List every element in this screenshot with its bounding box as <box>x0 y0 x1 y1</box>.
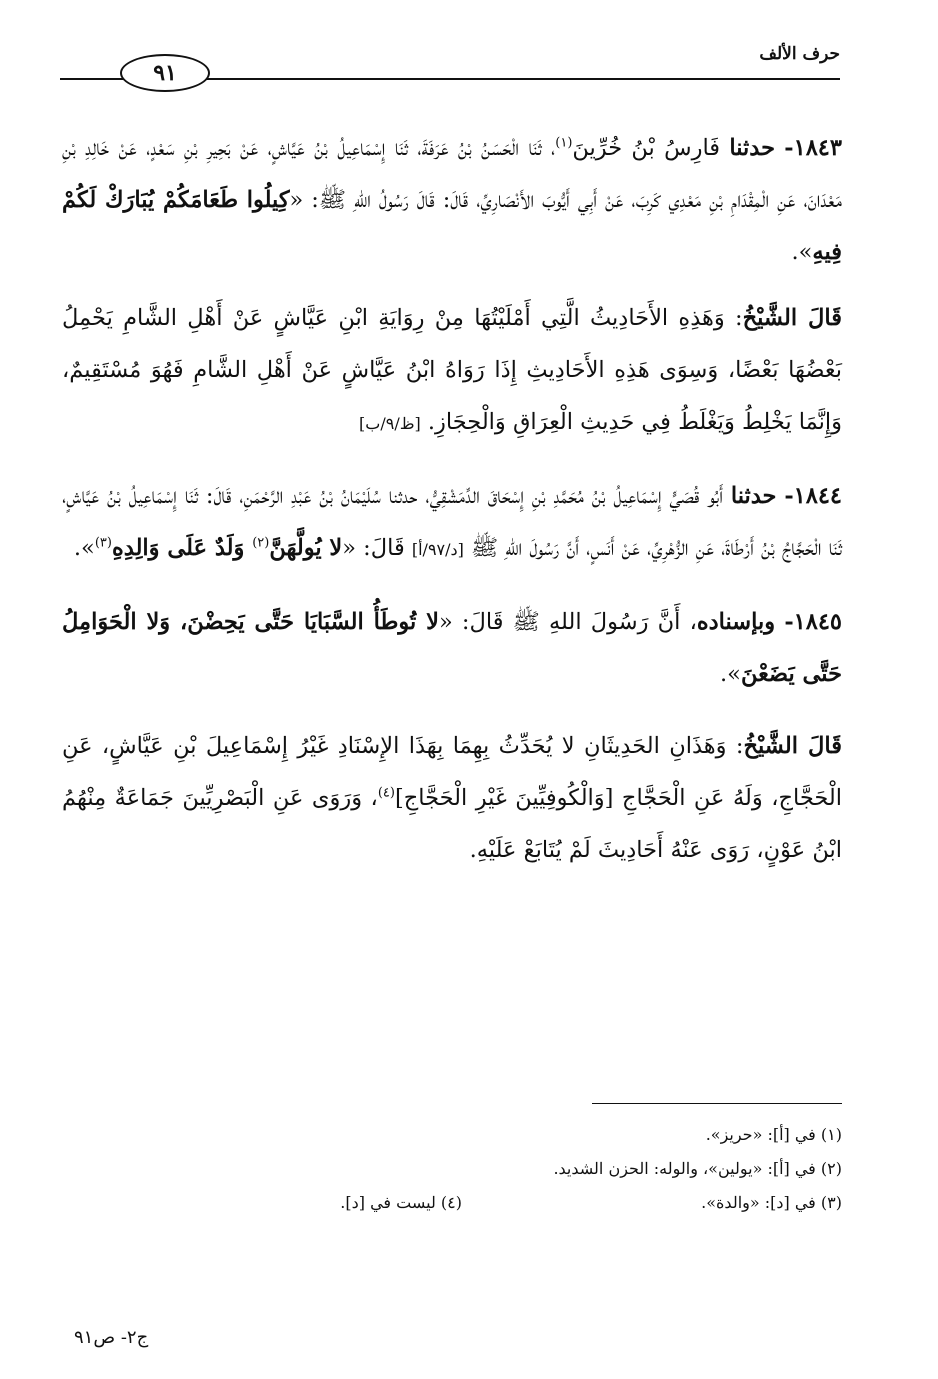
comment-lead: قَالَ الشَّيْخُ <box>742 305 842 331</box>
hadith-1843 <box>62 122 842 278</box>
hadith-number: ١٨٤٤- <box>784 483 843 509</box>
hadith-lead: حدثنا <box>730 483 777 509</box>
manuscript-ref: [د/٩٧/أ] <box>411 540 464 559</box>
footnote-row <box>142 1186 842 1220</box>
footnote-4: (٤) ليست في [د]. <box>340 1193 462 1212</box>
page-header <box>60 38 840 90</box>
main-text <box>62 122 842 896</box>
hadith-1845 <box>62 596 842 700</box>
manuscript-ref: [ظ/٩/ب] <box>359 414 421 433</box>
footnote-marker: (٢) <box>252 535 270 551</box>
footnotes <box>142 1118 842 1220</box>
hadith-matn: لا تُوطَأُ السَّبَايَا حَتَّى يَحِضْنَ، وَلا الْحَوَامِلُ حَتَّى يَضَعْنَ <box>62 609 842 687</box>
comment-text: : وَهَذَانِ الحَدِيثَانِ لا يُحَدِّثُ بِهِمَا بِهَذَا الإِسْنَادِ غَيْرُ إِسْمَاعِيلَ بْنِ عَيَّاشٍ، عَنِ الْحَجَّاجِ، وَلَهُ عَنِ الْحَجَّاجِ [وَالْكُوفِيِّينَ غَيْرِ الْحَجَّاجِ] <box>62 733 843 811</box>
hadith-text: قَالَ: « <box>342 535 412 561</box>
hadith-lead: حدثنا <box>729 135 775 161</box>
hadith-text: فَارِسُ بْنُ خُرِّينَ <box>572 135 730 161</box>
hadith-number: ١٨٤٣- <box>784 135 842 161</box>
footnote-rule <box>592 1103 842 1104</box>
footnote-marker: (٣) <box>94 535 112 551</box>
shaykh-comment-1 <box>62 292 842 450</box>
hadith-text: ». <box>73 535 95 561</box>
hadith-matn: كِيلُوا طَعَامَكُمْ يُبَارَكْ لَكُمْ فِيهِ <box>62 187 842 265</box>
section-title: حرف الألف <box>751 44 840 64</box>
comment-lead: قَالَ الشَّيْخُ <box>743 733 842 759</box>
hadith-text: ، أَنَّ رَسُولَ اللهِ ﷺ قَالَ: « <box>438 609 697 635</box>
hadith-matn: لا يُولَّهَنَّ <box>269 535 343 561</box>
hadith-number: ١٨٤٥- <box>784 609 842 635</box>
hadith-lead: وبإسناده <box>696 609 776 635</box>
footnote-1: (١) في [أ]: «حريز». <box>705 1125 842 1144</box>
footnote-3: (٣) في [د]: «والدة». <box>701 1193 842 1212</box>
hadith-text: ». <box>720 661 741 687</box>
hadith-1844 <box>62 470 842 576</box>
hadith-matn: وَلَدٌ عَلَى وَالِدِهِ <box>111 535 253 561</box>
hadith-text: ، ثَنَا الْحَسَنُ بْنُ عَرَفَةَ، ثَنَا إِسْمَاعِيلُ بْنُ عَيَّاشٍ، عَنْ بَحِيرِ بْنِ سَعْدٍ، عَنْ خَالِدِ بْنِ مَعْدَانَ، عَنِ الْمِقْدَامِ بْنِ مَعْدِي كَرِبَ، عَنْ أَبِي أَيُّوبَ الأَنْصَارِيِّ، قَالَ: قَالَ رَسُولُ اللهِ ﷺ: « <box>62 135 842 213</box>
footnote-2: (٢) في [أ]: «يولين»، والوله: الحزن الشديد. <box>553 1159 842 1178</box>
comment-text: ، وَرَوَى عَنِ الْبَصْرِيِّينَ جَمَاعَةٌ مِنْهُمُ ابْنُ عَوْنٍ، رَوَى عَنْهُ أَحَادِيثَ لَمْ يُتَابَعْ عَلَيْهِ. <box>62 785 842 863</box>
page-number: ٩١ <box>153 60 177 86</box>
footnote-marker: (٤) <box>377 785 395 801</box>
footnote-marker: (١) <box>555 135 573 151</box>
comment-text: : وَهَذِهِ الأَحَادِيثُ الَّتِي أَمْلَيْتُهَا مِنْ رِوَايَةِ ابْنِ عَيَّاشٍ عَنْ أَهْلِ الشَّامِ يَحْمِلُ بَعْضُهَا بَعْضًا، وَسِوَى هَذِهِ الأَحَادِيثِ إِذَا رَوَاهُ ابْنُ عَيَّاشٍ عَنْ أَهْلِ الشَّامِ فَهُوَ مُسْتَقِيمٌ، وَإِنَّمَا يَخْلِطُ وَيَغْلَطُ فِي حَدِيثِ الْعِرَاقِ وَالْحِجَازِ. <box>62 305 842 435</box>
hadith-text: ». <box>791 239 813 265</box>
page-number-oval <box>120 54 210 92</box>
volume-page-ref: ج٢- ص٩١ <box>74 1327 149 1348</box>
hadith-text: أَبُو قُصَيٍّ إِسْمَاعِيلُ بْنُ مُحَمَّدِ بْنِ إِسْحَاقَ الدِّمَشْقِيُّ، حدثنا سُلَيْمَانُ بْنُ عَبْدِ الرَّحْمَنِ، قَالَ: ثَنَا إِسْمَاعِيلُ بْنُ عَيَّاشٍ، ثَنَا الْحَجَّاجُ بْنُ أَرْطَاةَ، عَنِ الزُّهْرِيِّ، عَنْ أَنَسٍ، أَنَّ رَسُولَ اللهِ ﷺ <box>62 483 842 561</box>
shaykh-comment-2 <box>62 720 842 876</box>
